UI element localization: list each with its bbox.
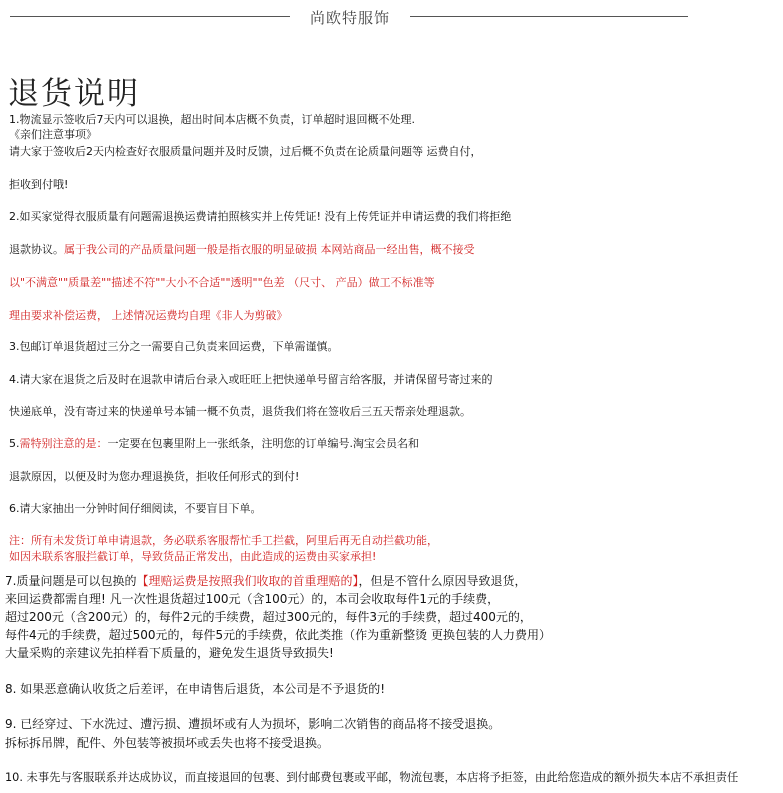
rule-7-line-1-rest: ，但是不管什么原因导致退货， (358, 574, 527, 588)
rule-5-line-2: 退款原因，以便及时为您办理退换货，拒收任何形式的到付! (9, 470, 300, 483)
rule-4-line-1: 4.请大家在退货之后及时在退款申请后台录入或旺旺上把快递单号留言给客服，并请保留号寄过来的 (9, 373, 493, 386)
rule-5-number: 5. (9, 437, 20, 450)
rule-7-line-1 (5, 573, 526, 589)
notice-line-1: 注：所有未发货订单申请退款，务必联系客服帮忙手工拦截，阿里后再无自动拦截功能， (9, 534, 438, 547)
rule-5-line-1-rest: 一定要在包裹里附上一张纸条，注明您的订单编号.淘宝会员名和 (107, 437, 419, 450)
rule-1-line-2: 《亲们注意事项》 (9, 128, 97, 141)
rule-7-line-2: 来回运费都需自理! 凡一次性退货超过100元（含100元）的，本司会收取每件1元的手续费， (5, 592, 500, 606)
rule-7-line-3: 超过200元（含200元）的，每件2元的手续费，超过300元的，每件3元的手续费，超过400元的， (5, 610, 532, 624)
rule-10-line-1: 10. 未事先与客服联系并达成协议，而直接退回的包裹、到付邮费包裹或平邮，物流包裹，本店将予拒签，由此给您造成的额外损失本店不承担责任 (5, 771, 739, 784)
rule-9-line-2: 拆标拆吊牌，配件、外包装等被损坏或丢失也将不接受退换。 (5, 736, 330, 750)
rule-7-line-4: 每件4元的手续费，超过500元的，每件5元的手续费，依此类推（作为重新整烫 更换包装的人力费用） (5, 628, 551, 642)
rule-2-line-2-highlight: 属于我公司的产品质量问题一般是指衣服的明显破损 本网站商品一经出售，概不接受 (64, 243, 475, 256)
page-title: 退货说明 (8, 76, 140, 112)
rule-2-line-2 (9, 243, 475, 257)
rule-6-line-1: 6.请大家抽出一分钟时间仔细阅读，不要盲目下单。 (9, 502, 262, 515)
rule-3-line-1: 3.包邮订单退货超过三分之一需要自己负责来回运费，下单需谨慎。 (9, 340, 339, 353)
rule-7-start: 7.质量问题是可以包换的 (5, 574, 137, 588)
rule-7-line-5: 大量采购的亲建议先拍样看下质量的，避免发生退货导致损失! (5, 646, 334, 660)
rule-8-line-1: 8. 如果恶意确认收货之后差评，在申请售后退货，本公司是不予退货的! (5, 682, 386, 696)
rule-2-line-1: 2.如买家觉得衣服质量有问题需退换运费请拍照核实并上传凭证! 没有上传凭证并申请运费的我们将拒绝 (9, 210, 512, 223)
rule-1-line-3: 请大家于签收后2天内检查好衣服质量问题并及时反馈，过后概不负责在论质量问题等 运费自付， (9, 145, 482, 158)
rule-2-line-4: 理由要求补偿运费， 上述情况运费均自理《非人为剪破》 (9, 309, 288, 322)
rule-2-line-3: 以"不满意""质量差""描述不符""大小不合适""透明""色差 （尺寸、 产品）做工不标准等 (9, 276, 435, 289)
header-divider-left (10, 16, 290, 17)
rule-2-line-2-start: 退款协议。 (9, 243, 64, 256)
rule-9-line-1: 9. 已经穿过、下水洗过、遭污损、遭损坏或有人为损坏，影响二次销售的商品将不接受退换。 (5, 717, 501, 731)
notice-line-2: 如因未联系客服拦截订单，导致货品正常发出，由此造成的运费由买家承担! (9, 550, 377, 563)
header-divider-right (410, 16, 688, 17)
rule-5-line-1 (9, 437, 419, 451)
brand-header (0, 0, 783, 40)
rule-7-highlight: 【理赔运费是按照我们收取的首重理赔的】 (136, 574, 359, 588)
brand-name: 尚欧特服饰 (309, 9, 390, 27)
rule-5-attention: 需特别注意的是： (19, 437, 108, 450)
rule-1-line-4: 拒收到付哦! (9, 178, 69, 191)
rule-4-line-2: 快递底单，没有寄过来的快递单号本铺一概不负责，退货我们将在签收后三五天帮亲处理退款。 (9, 405, 471, 418)
rule-1-line-1: 1.物流显示签收后7天内可以退换，超出时间本店概不负责，订单超时退回概不处理. (9, 113, 415, 126)
